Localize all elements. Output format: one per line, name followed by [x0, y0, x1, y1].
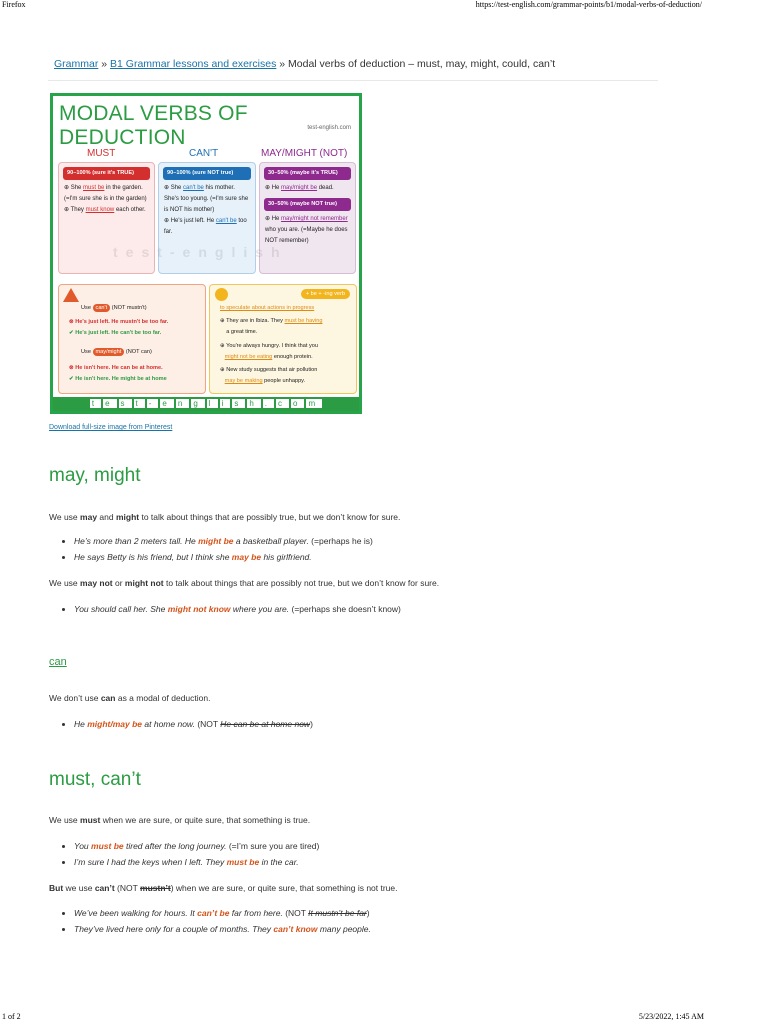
progressive-example: ⊕ They are in Ibiza. They must be having a great time. — [220, 318, 323, 335]
section-heading-can: can — [49, 656, 67, 668]
strip-letter: t — [135, 399, 143, 408]
be-ing-pill: + be + -ing verb — [301, 289, 350, 299]
may-not-tag: 30–50% (maybe NOT true) — [264, 198, 351, 211]
list-item: • He says Betty is his friend, but I think she may be his girlfriend. — [74, 552, 373, 562]
pencil-icon — [215, 288, 228, 301]
cant-tag: 90–100% (sure NOT true) — [163, 167, 251, 180]
strip-letter: s — [120, 399, 130, 408]
example-list — [62, 719, 313, 735]
infographic-title: MODAL VERBS OF DEDUCTION — [59, 102, 248, 149]
correct-example: ✔ He's just left. He can't be too far. — [69, 330, 162, 336]
strip-letter: o — [293, 399, 303, 408]
browser-name: Firefox — [2, 0, 26, 9]
strip-letter: - — [148, 399, 157, 408]
page-url: https://test-english.com/grammar-points/b1/modal-verbs-of-deduction/ — [475, 0, 702, 9]
strip-letter: c — [278, 399, 288, 408]
cant-header: CAN'T — [189, 148, 219, 159]
page-number: 1 of 2 — [2, 1012, 21, 1021]
strip-letter: n — [177, 399, 188, 408]
example-list — [62, 604, 401, 620]
warning-icon — [63, 288, 79, 302]
paragraph: We use may not or might not to talk about things that are possibly not true, but we don’t know for sure. — [49, 578, 440, 588]
list-item: • You should call her. She might not know where you are. (=perhaps she doesn’t know) — [74, 604, 401, 614]
breadcrumb-sep: » — [276, 58, 289, 70]
progressive-example: ⊕ New study suggests that air pollution may be making people unhappy. — [220, 367, 318, 384]
warning-box — [58, 284, 206, 394]
correct-example: ✔ He isn't here. He might be at home — [69, 376, 167, 382]
print-header — [0, 0, 768, 10]
paragraph: We don’t use can as a modal of deduction. — [49, 693, 211, 703]
strip-letter: s — [234, 399, 244, 408]
progressive-example: ⊕ You're always hungry. I think that you might not be eating enough protein. — [220, 343, 319, 360]
breadcrumb-b1-link[interactable]: B1 Grammar lessons and exercises — [110, 58, 277, 70]
cant-example: ⊕ He's just left. He can't be too far. — [164, 218, 247, 235]
list-item: • You must be tired after the long journey. (=I’m sure you are tired) — [74, 841, 319, 851]
must-example: ⊕ They must know each other. — [64, 207, 146, 213]
list-item: • We’ve been walking for hours. It can’t be far from here. (NOT It mustn’t be far) — [74, 908, 371, 918]
site-strip — [53, 397, 359, 411]
paragraph: We use may and might to talk about things that are possibly true, but we don’t know for sure. — [49, 512, 401, 522]
strip-letter: t — [91, 399, 100, 408]
must-header: MUST — [87, 148, 116, 159]
progressive-box — [209, 284, 357, 394]
wrong-example: ⊗ He isn't here. He can be at home. — [69, 365, 163, 371]
must-tag: 90–100% (sure it's TRUE) — [63, 167, 150, 180]
strip-letter: e — [105, 399, 115, 408]
strip-letter: g — [193, 399, 203, 408]
example-list — [62, 841, 319, 873]
download-link[interactable]: Download full-size image from Pinterest — [49, 424, 173, 431]
print-datetime: 5/23/2022, 1:45 AM — [638, 1012, 704, 1021]
divider — [48, 80, 658, 81]
strip-letter: . — [264, 399, 273, 408]
strip-letter: i — [221, 399, 229, 408]
breadcrumb-sep: » — [98, 58, 111, 70]
breadcrumb-grammar-link[interactable]: Grammar — [54, 58, 99, 70]
section-heading-must: must, can’t — [49, 769, 141, 790]
may-example: ⊕ He may/might be dead. — [265, 185, 334, 191]
strip-letter: e — [162, 399, 172, 408]
use-cant-line: Use can't (NOT mustn't) — [81, 305, 147, 311]
wrong-example: ⊗ He's just left. He mustn't be too far. — [69, 319, 169, 325]
list-item: • He’s more than 2 meters tall. He might be a basketball player. (=perhaps he is) — [74, 536, 373, 546]
breadcrumb-current: Modal verbs of deduction – must, may, might, could, can’t — [288, 58, 556, 70]
section-heading-may: may, might — [49, 465, 141, 486]
use-may-line: Use may/might (NOT can) — [81, 349, 152, 355]
strip-letter: l — [208, 399, 216, 408]
list-item: • I’m sure I had the keys when I left. They must be in the car. — [74, 857, 319, 867]
may-example: ⊕ He may/might not remember who you are. (=Maybe he does NOT remember) — [265, 216, 348, 244]
may-tag: 30–50% (maybe it's TRUE) — [264, 167, 351, 180]
progressive-heading: to speculate about actions in progress — [220, 305, 315, 311]
example-list — [62, 536, 373, 568]
list-item: • He might/may be at home now. (NOT He can be at home now) — [74, 719, 313, 729]
print-footer — [0, 1012, 768, 1024]
paragraph: We use must when we are sure, or quite sure, that something is true. — [49, 815, 311, 825]
must-example: ⊕ She must be in the garden. (=I'm sure she is in the garden) — [64, 185, 147, 202]
strip-letter: h — [249, 399, 259, 408]
list-item: • They’ve lived here only for a couple of months. They can’t know many people. — [74, 924, 371, 934]
paragraph: But we use can’t (NOT mustn’t) when we are sure, or quite sure, that something is not true. — [49, 883, 398, 893]
breadcrumb — [54, 58, 555, 70]
infographic — [50, 93, 362, 414]
strip-letter: m — [308, 399, 321, 408]
example-list — [62, 908, 371, 940]
may-header: MAY/MIGHT (NOT) — [261, 148, 348, 159]
watermark: test-english — [113, 244, 288, 260]
infographic-site: test-english.com — [307, 125, 351, 131]
cant-example: ⊕ She can't be his mother. She's too young. (=I'm sure she is NOT his mother) — [164, 185, 249, 213]
